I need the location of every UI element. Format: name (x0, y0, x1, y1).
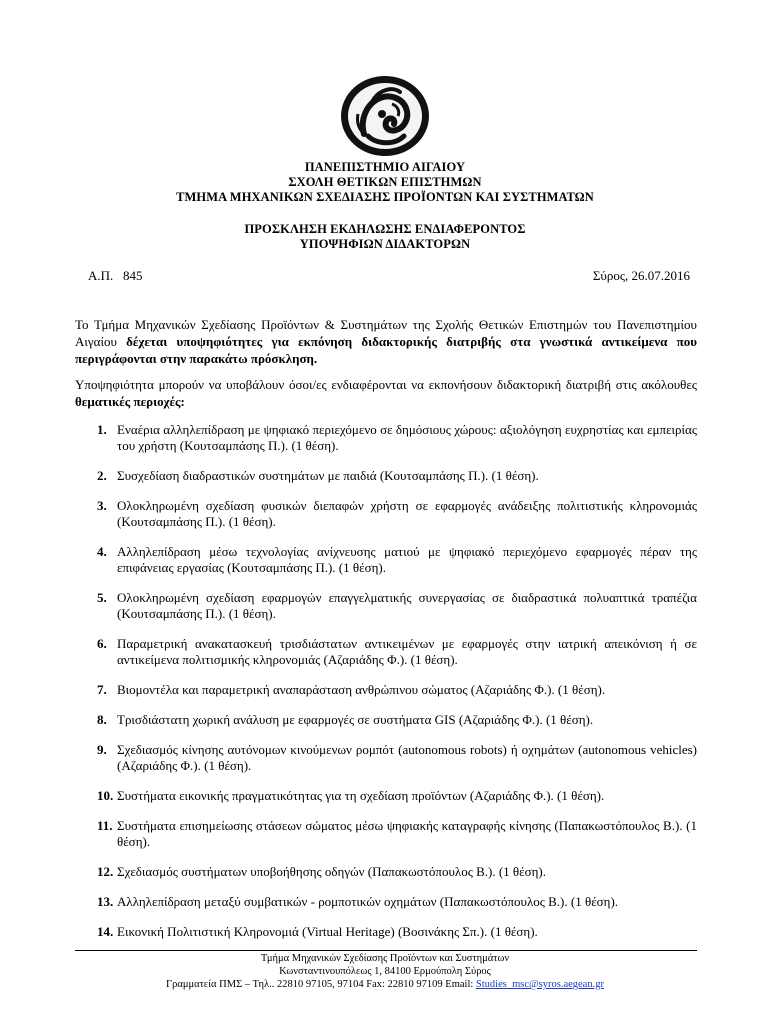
item-text: Αλληλεπίδραση μεταξύ συμβατικών - ρομποτικών οχημάτων (Παπακωστόπουλος Β.). (1 θέση). (117, 894, 619, 909)
list-item (75, 422, 697, 454)
item-text: Βιομοντέλα και παραμετρική αναπαράσταση ανθρώπινου σώματος (Αζαριάδης Φ.). (1 θέση). (117, 682, 606, 697)
item-text: Σχεδιασμός συστήματων υποβοήθησης οδηγών (Παπακωστόπουλος Β.). (1 θέση). (117, 864, 546, 879)
topics-list (75, 422, 697, 954)
item-text: Συστήματα εικονικής πραγματικότητας για τη σχεδίαση προϊόντων (Αζαριάδης Φ.). (1 θέση). (117, 788, 605, 803)
department-name: ΤΜΗΜΑ ΜΗΧΑΝΙΚΩΝ ΣΧΕΔΙΑΣΗΣ ΠΡΟΪΟΝΤΩΝ ΚΑΙ ΣΥΣΤΗΜΑΤΩΝ (176, 190, 594, 204)
list-item (75, 468, 697, 484)
list-item (75, 682, 697, 698)
item-text: Σχεδιασμός κίνησης αυτόνομων κινούμενων ρομπότ (autonomous robots) ή οχημάτων (autonomous vehicles) (Αζαριάδης Φ.). (1 θέση). (117, 742, 697, 773)
list-item (75, 636, 697, 668)
list-item (75, 788, 697, 804)
item-number: 5. (97, 590, 107, 605)
item-text: Συστήματα επισημείωσης στάσεων σώματος μέσω ψηφιακής καταγραφής κίνησης (Παπακωστόπουλος Β.). (1 θέση). (117, 818, 697, 849)
item-number: 8. (97, 712, 107, 727)
item-number: 6. (97, 636, 107, 651)
footer-contact (0, 978, 770, 991)
item-number: 1. (97, 422, 107, 437)
title-line-2: ΥΠΟΨΗΦΙΩΝ ΔΙΔΑΚΤΟΡΩΝ (299, 237, 471, 251)
document-title (0, 222, 770, 252)
areas-intro-bold-text: θεματικές περιοχές: (75, 394, 185, 409)
list-item (75, 818, 697, 850)
document-date: Σύρος, 26.07.2016 (592, 268, 690, 283)
item-text: Παραμετρική ανακατασκευή τρισδιάστατων αντικειμένων με εφαρμογές στην ιατρική απεικόνιση ή σε αντικείμενα πολιτισμικής κληρονομιάς (Αζαριάδης Φ.). (1 θέση). (117, 636, 697, 667)
item-number: 2. (97, 468, 107, 483)
footer-email-link[interactable]: Studies_msc@syros.aegean.gr (475, 979, 604, 990)
school-name: ΣΧΟΛΗ ΘΕΤΙΚΩΝ ΕΠΙΣΤΗΜΩΝ (288, 175, 482, 189)
item-number: 4. (97, 544, 107, 559)
intro-bold-text: δέχεται υποψηφιότητες για εκπόνηση διδακτορικής διατριβής στα γνωστικά αντικείμενα που περιγράφονται στην παρακάτω πρόσκληση. (75, 334, 697, 366)
university-seal-logo (334, 74, 436, 158)
list-item (75, 590, 697, 622)
footer-department: Τμήμα Μηχανικών Σχεδίασης Προϊόντων και Συστημάτων (260, 953, 510, 964)
footer-divider (75, 950, 697, 951)
item-number: 13. (97, 894, 114, 909)
footer-address: Κωνσταντινουπόλεως 1, 84100 Ερμούπολη Σύρος (279, 966, 491, 977)
item-number: 10. (97, 788, 114, 803)
item-number: 12. (97, 864, 114, 879)
areas-intro-text: Υποψηφιότητα μπορούν να υποβάλουν όσοι/ες ενδιαφέρονται να εκπονήσουν διδακτορική διατριβή στις ακόλουθες (75, 377, 697, 392)
list-item (75, 924, 697, 940)
item-number: 11. (97, 818, 113, 833)
item-number: 14. (97, 924, 114, 939)
item-text: Αλληλεπίδραση μέσω τεχνολογίας ανίχνευσης ματιού με ψηφιακό περιεχόμενο εφαρμογές πέραν της επιφάνειας εργασίας (Κουτσαμπάσης Π.). (1 θέση). (117, 544, 697, 575)
list-item (75, 544, 697, 576)
list-item (75, 712, 697, 728)
list-item (75, 894, 697, 910)
item-text: Εικονική Πολιτιστική Κληρονομιά (Virtual Heritage) (Βοσινάκης Σπ.). (1 θέση). (117, 924, 538, 939)
institution-header (0, 160, 770, 205)
item-number: 7. (97, 682, 107, 697)
footer-contact-text: Γραμματεία ΠΜΣ – Τηλ.. 22810 97105, 97104 Fax: 22810 97109 Email: (166, 979, 476, 990)
list-item (75, 498, 697, 530)
title-line-1: ΠΡΟΣΚΛΗΣΗ ΕΚΔΗΛΩΣΗΣ ΕΝΔΙΑΦΕΡΟΝΤΟΣ (244, 222, 526, 236)
item-text: Συσχεδίαση διαδραστικών συστημάτων με παιδιά (Κουτσαμπάσης Π.). (1 θέση). (117, 468, 539, 483)
list-item (75, 742, 697, 774)
list-item (75, 864, 697, 880)
intro-text: Το Τμήμα Μηχανικών Σχεδίασης Προϊόντων & Συστημάτων της Σχολής Θετικών Επιστημών του Πανεπιστημίου Αιγαίου (75, 317, 697, 349)
item-text: Τρισδιάστατη χωρική ανάλυση με εφαρμογές σε συστήματα GIS (Αζαριάδης Φ.). (1 θέση). (117, 712, 594, 727)
item-number: 9. (97, 742, 107, 757)
university-name: ΠΑΝΕΠΙΣΤΗΜΙΟ ΑΙΓΑΙΟΥ (304, 160, 466, 174)
intro-paragraph (75, 316, 697, 367)
item-text: Εναέρια αλληλεπίδραση με ψηφιακό περιεχόμενο σε δημόσιους χώρους: αξιολόγηση ευχρηστίας και εμπειρίας του χρήστη (Κουτσαμπάσης Π.). (1 θέση). (117, 422, 697, 453)
reference-number: Α.Π. 845 (88, 268, 143, 283)
item-number: 3. (97, 498, 107, 513)
areas-intro-paragraph (75, 376, 697, 410)
item-text: Ολοκληρωμένη σχεδίαση φυσικών διεπαφών χρήστη σε εφαρμογές ανάδειξης πολιτιστικής κληρονομιάς (Κουτσαμπάσης Π.). (1 θέση). (117, 498, 697, 529)
item-text: Ολοκληρωμένη σχεδίαση εφαρμογών επαγγελματικής συνεργασίας σε διαδραστικά πολυαπτικά τραπέζια (Κουτσαμπάσης Π.). (1 θέση). (117, 590, 697, 621)
